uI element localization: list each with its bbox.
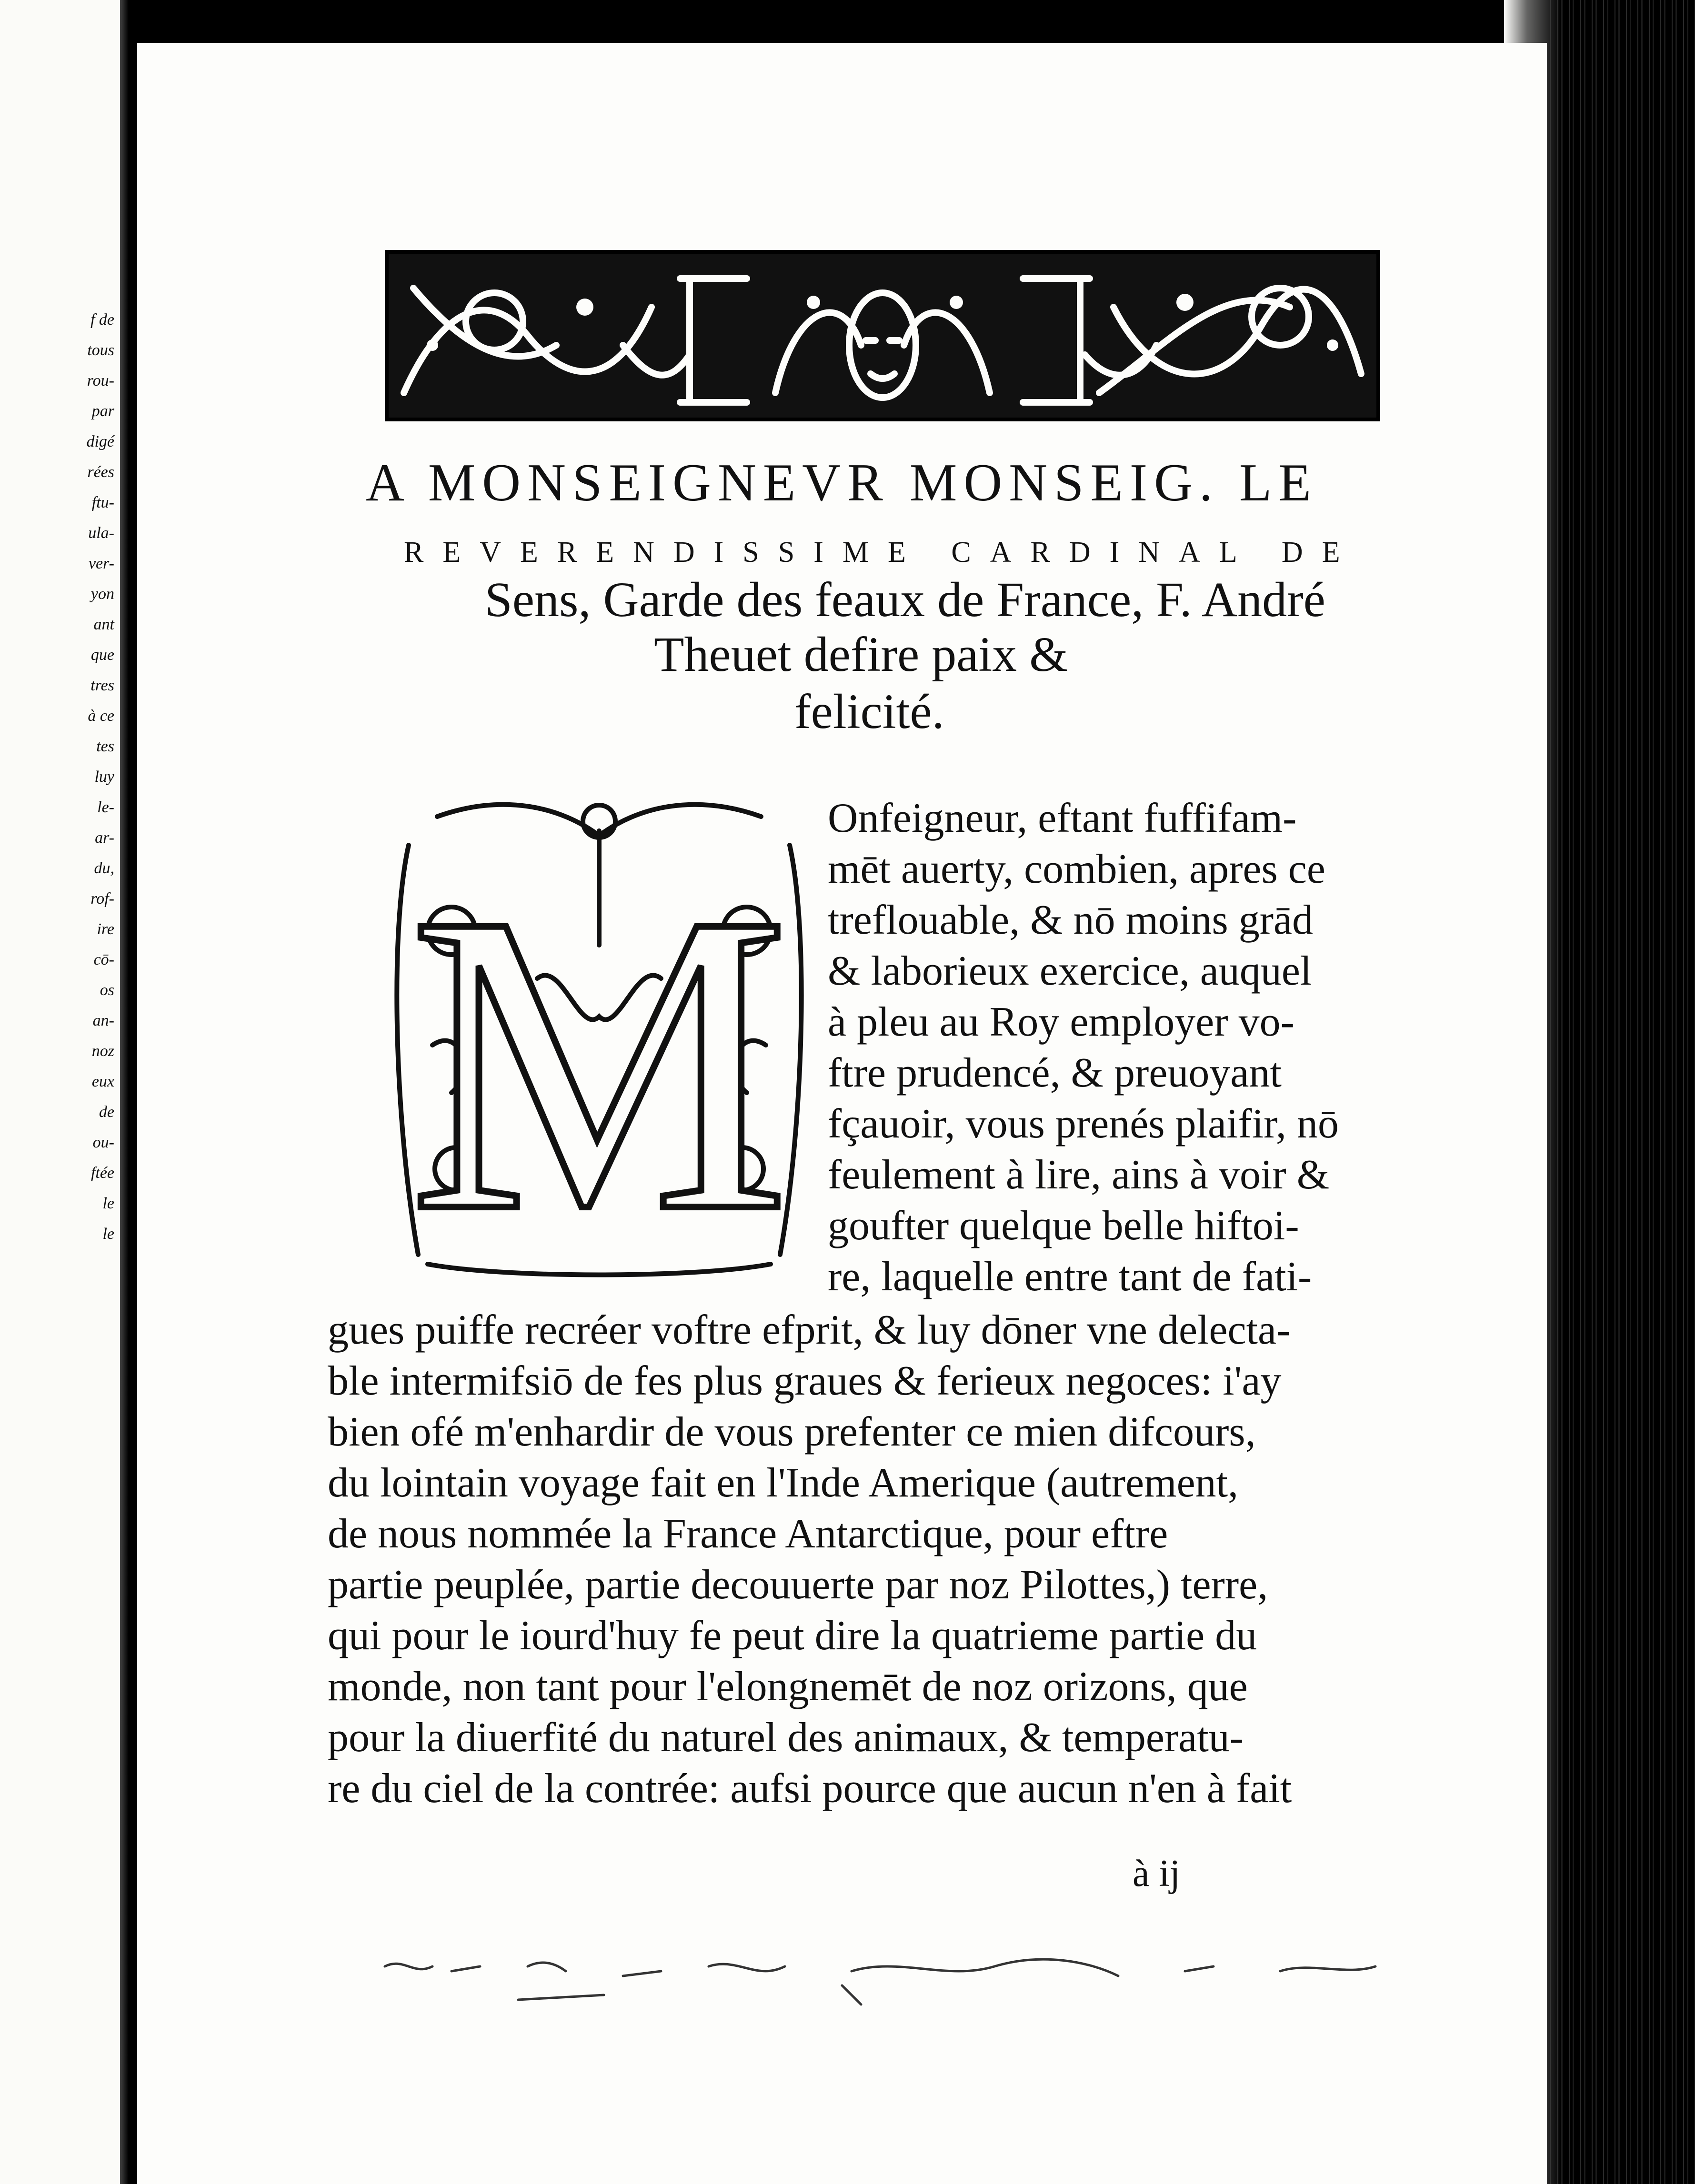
body-line: re, laquelle entre tant de fati- [828, 1254, 1312, 1300]
body-line: & laborieux exercice, auquel [828, 948, 1312, 994]
facing-page-word: rou- [87, 372, 114, 389]
initial-letter: M [408, 825, 790, 1283]
facing-page-word: yon [90, 585, 114, 603]
facing-page-word: ar- [95, 829, 114, 847]
facing-page-word: tes [96, 738, 114, 755]
ornamental-headpiece [385, 250, 1380, 421]
facing-page-word: le [102, 1195, 114, 1212]
handwritten-marks [375, 1938, 1471, 2014]
body-line: partie peuplée, partie decouuerte par noz Pilottes,) terre, [328, 1562, 1268, 1608]
facing-page-word: digé [86, 433, 114, 450]
dedication-line-5: felicité. [794, 684, 944, 739]
body-line: re du ciel de la contrée: aufsi pource que aucun n'en à fait [328, 1765, 1292, 1812]
body-line: à pleu au Roy employer vo- [828, 999, 1294, 1045]
facing-page-word: ire [97, 920, 114, 938]
facing-page-word: cō- [93, 951, 114, 968]
facing-page [0, 0, 129, 2184]
body-line: fçauoir, vous prenés plaifir, nō [828, 1101, 1339, 1147]
facing-page-word: ant [93, 616, 114, 633]
dedication-line-2: REVERENDISSIME CARDINAL DE [404, 536, 1359, 568]
body-line: ftre prudencé, & preuoyant [828, 1050, 1282, 1096]
facing-page-word: par [91, 402, 114, 420]
body-line: Onfeigneur, eftant fuffifam- [828, 795, 1297, 841]
facing-page-word: le [102, 1225, 114, 1243]
facing-page-word: eux [91, 1073, 114, 1090]
facing-page-word: ftée [90, 1164, 114, 1182]
facing-page-word: à ce [88, 707, 114, 725]
book-gutter [120, 0, 129, 2184]
signature-mark: à ij [1133, 1853, 1180, 1895]
facing-page-word: rof- [90, 890, 114, 908]
facing-page-word: le- [97, 798, 114, 816]
facing-page-word: ftu- [91, 494, 114, 511]
body-line: feulement à lire, ains à voir & [828, 1152, 1330, 1198]
facing-page-word: tres [90, 677, 114, 694]
body-line: gues puiffe recréer voftre efprit, & luy dōner vne delecta- [328, 1307, 1291, 1353]
body-line: mēt auerty, combien, apres ce [828, 846, 1325, 892]
facing-page-word: de [99, 1103, 114, 1121]
facing-page-word: os [100, 981, 114, 999]
facing-page-text [0, 305, 114, 1249]
dedication-line-1: A MONSEIGNEVR MONSEIG. LE [366, 453, 1318, 512]
body-line: monde, non tant pour l'elongnemēt de noz orizons, que [328, 1664, 1248, 1710]
dedication-line-3: Sens, Garde des feaux de France, F. André [485, 572, 1325, 627]
body-line: de nous nommée la France Antarctique, pour eftre [328, 1511, 1168, 1557]
body-line: treflouable, & nō moins grād [828, 897, 1314, 943]
facing-page-word: que [90, 646, 114, 664]
body-line: bien ofé m'enhardir de vous prefenter ce mien difcours, [328, 1409, 1256, 1455]
body-line: du lointain voyage fait en l'Inde Amerique (autrement, [328, 1460, 1239, 1506]
facing-page-word: rées [87, 463, 114, 481]
body-line: ble intermifsiō de fes plus graues & ferieux negoces: i'ay [328, 1358, 1282, 1404]
facing-page-word: ula- [88, 524, 114, 542]
facing-page-word: du, [94, 859, 114, 877]
facing-page-word: f de [90, 311, 114, 329]
dedication-line-4: Theuet defire paix & [654, 627, 1068, 682]
facing-page-word: luy [94, 768, 114, 786]
facing-page-word: an- [92, 1012, 114, 1029]
body-line: qui pour le iourd'huy fe peut dire la quatrieme partie du [328, 1613, 1257, 1659]
book-page [137, 43, 1547, 2184]
facing-page-word: ver- [88, 555, 114, 572]
facing-page-word: ou- [92, 1134, 114, 1151]
page-edge-shadow [1547, 0, 1695, 2184]
facing-page-word: tous [87, 341, 114, 359]
body-line: goufter quelque belle hiftoi- [828, 1203, 1299, 1249]
decorated-initial [380, 788, 818, 1283]
body-line: pour la diuerfité du naturel des animaux, & temperatu- [328, 1715, 1244, 1761]
facing-page-word: noz [91, 1042, 114, 1060]
